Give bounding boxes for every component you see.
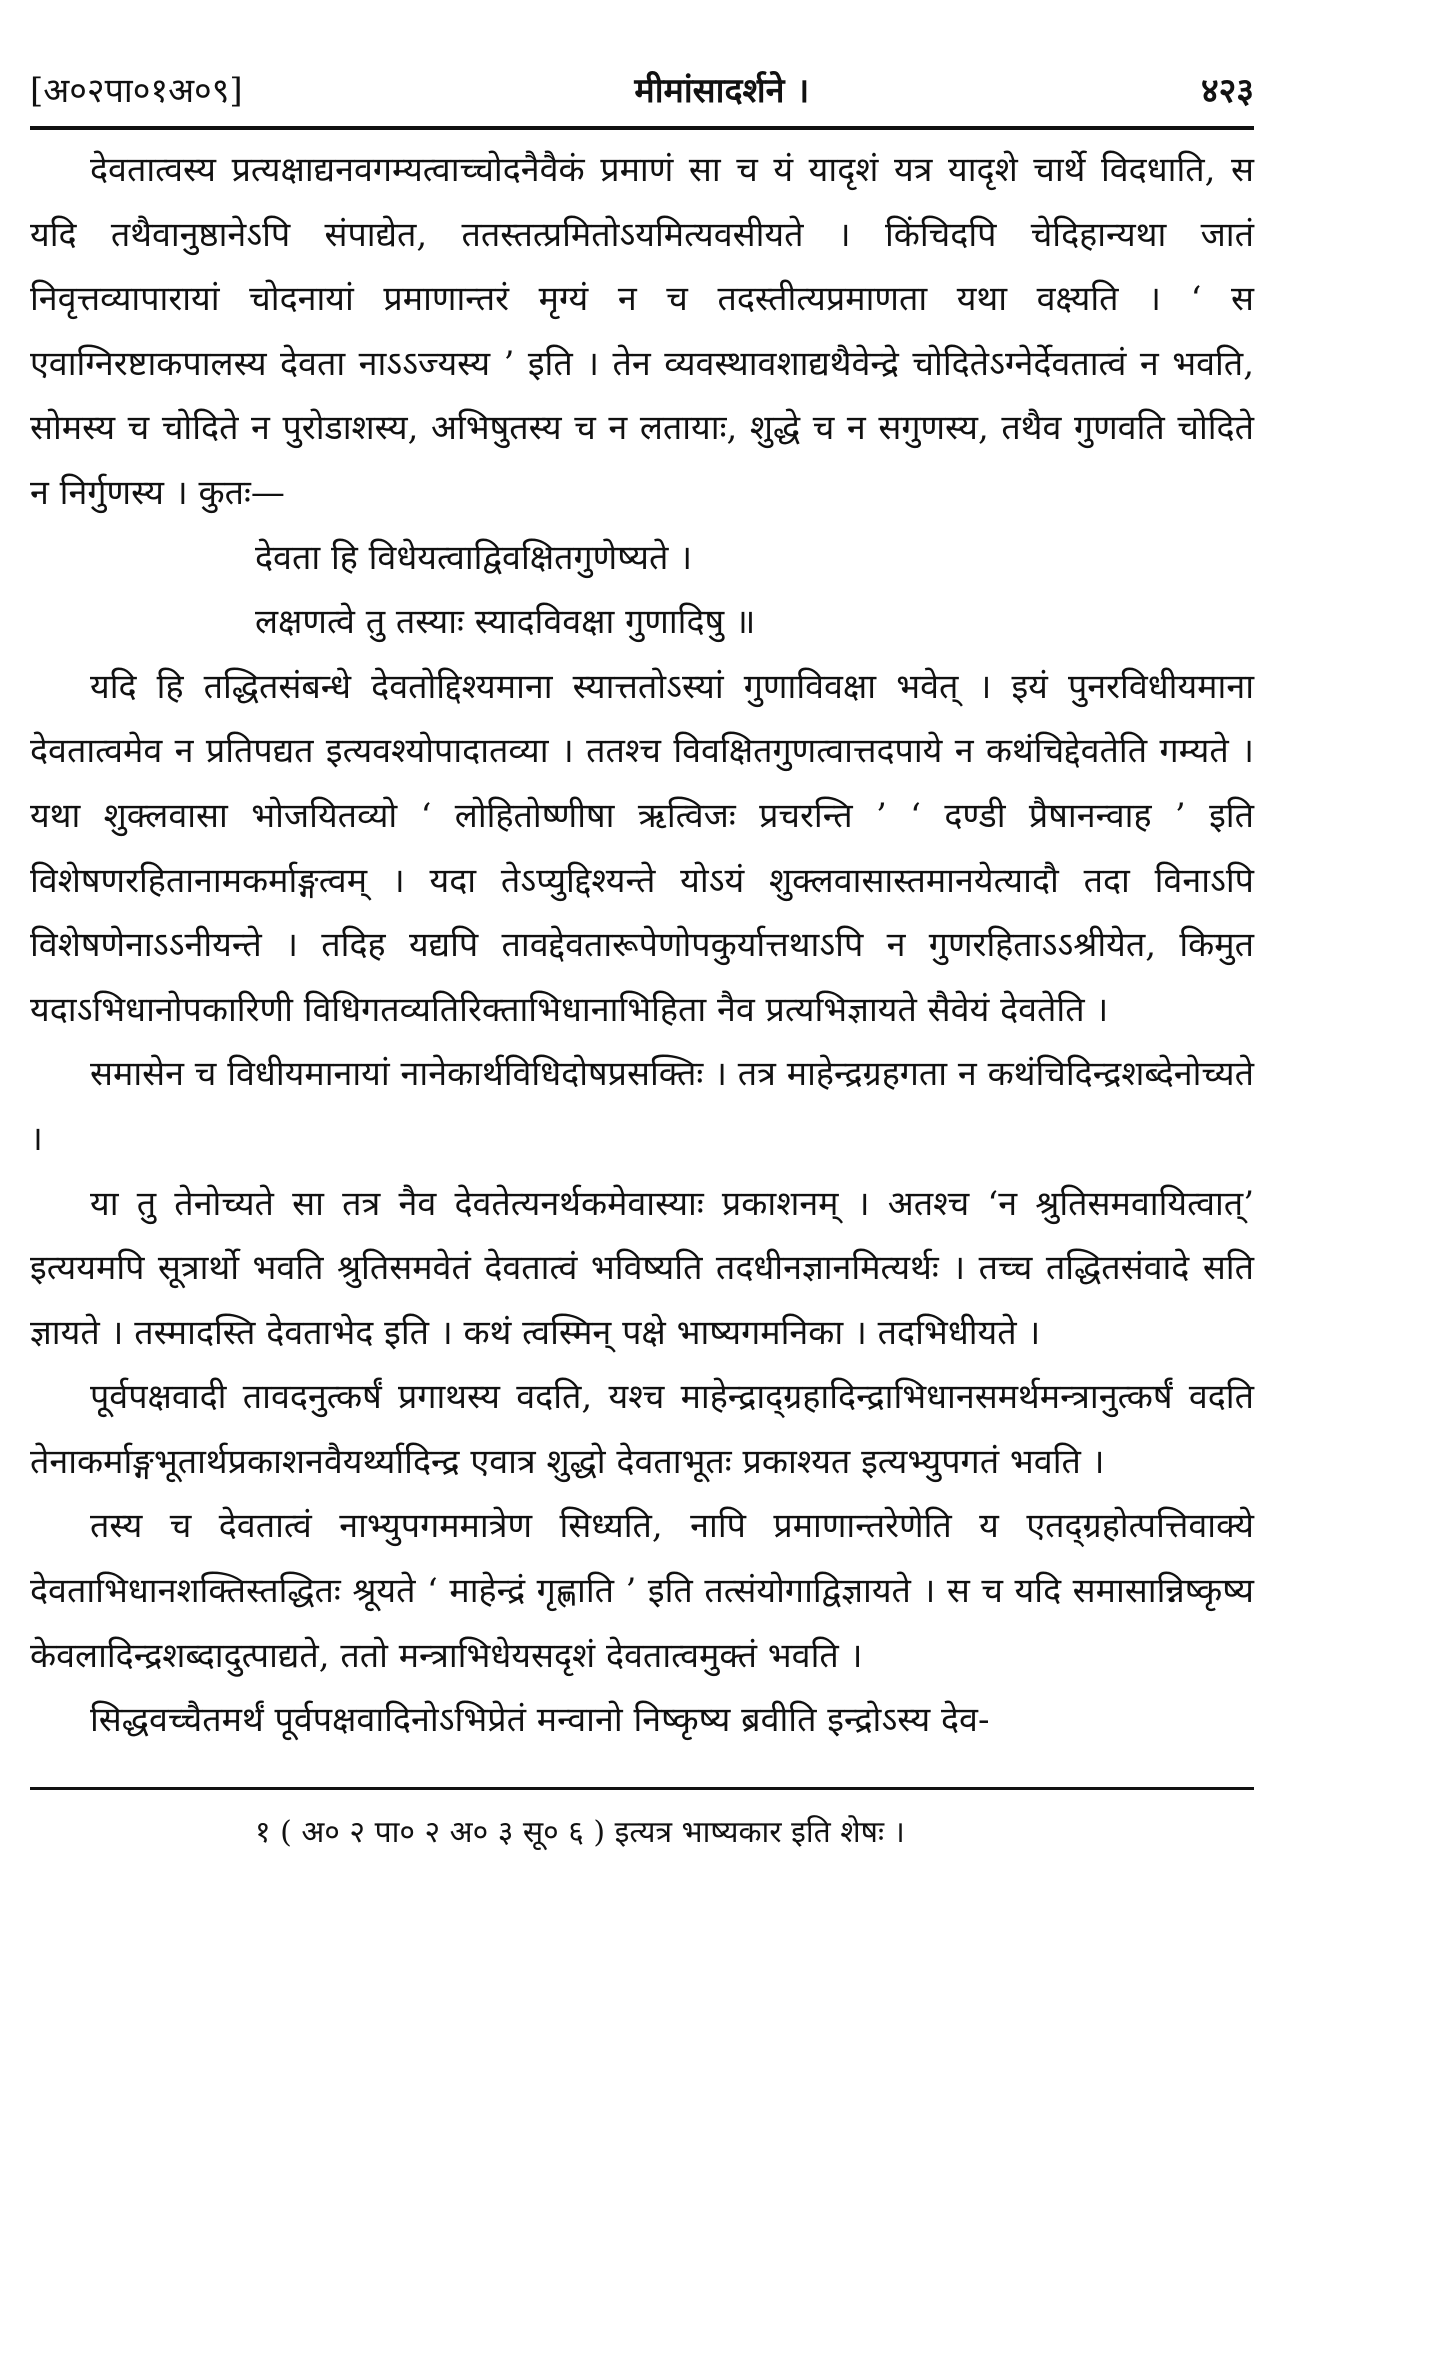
paragraph-7: सिद्धवच्चैतमर्थं पूर्वपक्षवादिनोऽभिप्रेतं मन्वानो निष्कृष्य ब्रवीति इन्द्रोऽस्य देव- [90, 1700, 990, 1741]
header-section-ref: [अ०२पा०१अ०९] [30, 71, 243, 111]
header-rule [30, 126, 1254, 130]
paragraph-4: या तु तेनोच्यते सा तत्र नैव देवतेत्यनर्थकमेवास्याः प्रकाशनम् । अतश्च ‘न श्रुतिसमवायित्वात्’ इत्ययमपि सूत्रार्थो भवति श्रुतिसमवेतं देवतात्वं भविष्यति तदधीनज्ञानमित्यर्थः । तच्च तद्धितसंवादे सति ज्ञायते । तस्मादस्ति देवताभेद इति । कथं त्वस्मिन् पक्षे भाष्यगमनिका । तदभिधीयते । [30, 1183, 1254, 1353]
body-text-continued [30, 655, 1254, 1753]
footnote: १ ( अ० २ पा० २ अ० ३ सू० ६ ) इत्यत्र भाष्यकार इति शेषः । [255, 1814, 905, 1850]
running-header [30, 40, 1254, 112]
footnote-rule [30, 1787, 1254, 1790]
header-title: मीमांसादर्शने । [634, 71, 810, 111]
verse-block [30, 526, 1254, 655]
paragraph-3: समासेन च विधीयमानायां नानेकार्थविधिदोषप्रसक्तिः । तत्र माहेन्द्रग्रहगता न कथंचिदिन्द्रशब्देनोच्यते । [30, 1054, 1254, 1159]
paragraph-2: यदि हि तद्धितसंबन्धे देवतोद्दिश्यमाना स्यात्ततोऽस्यां गुणाविवक्षा भवेत् । इयं पुनरविधीयमाना देवतात्वमेव न प्रतिपद्यत इत्यवश्योपादातव्या । ततश्च विवक्षितगुणत्वात्तदपाये न कथंचिद्देवतेति गम्यते । यथा शुक्लवासा भोजयितव्यो ‘ लोहितोष्णीषा ऋत्विजः प्रचरन्ति ’ ‘ दण्डी प्रैषानन्वाह ’ इति विशेषणरहितानामकर्माङ्गत्वम् । यदा तेऽप्युद्दिश्यन्ते योऽयं शुक्लवासास्तमानयेत्यादौ तदा विनाऽपि विशेषणेनाऽऽनीयन्ते । तदिह यद्यपि तावद्देवतारूपेणोपकुर्यात्तथाऽपि न गुणरहिताऽऽश्रीयेत, किमुत यदाऽभिधानोपकारिणी विधिगतव्यतिरिक्ताभिधानाभिहिता नैव प्रत्यभिज्ञायते सैवेयं देवतेति । [30, 666, 1254, 1030]
page-number: ४२३ [1200, 71, 1254, 111]
verse-line-2: लक्षणत्वे तु तस्याः स्यादविवक्षा गुणादिषु ॥ [255, 602, 756, 643]
paragraph-5: पूर्वपक्षवादी तावदनुत्कर्षं प्रगाथस्य वदति, यश्च माहेन्द्राद्ग्रहादिन्द्राभिधानसमर्थमन्त्रानुत्कर्षं वदति तेनाकर्माङ्गभूतार्थप्रकाशनवैयर्थ्यादिन्द्र एवात्र शुद्धो देवताभूतः प्रकाश्यत इत्यभ्युपगतं भवति । [30, 1377, 1254, 1482]
paragraph-1: देवतात्वस्य प्रत्यक्षाद्यनवगम्यत्वाच्चोदनैवैकं प्रमाणं सा च यं यादृशं यत्र यादृशे चार्थे विदधाति, स यदि तथैवानुष्ठानेऽपि संपाद्येत, ततस्तत्प्रमितोऽयमित्यवसीयते । किंचिदपि चेदिहान्यथा जातं निवृत्तव्यापारायां चोदनायां प्रमाणान्तरं मृग्यं न च तदस्तीत्यप्रमाणता यथा वक्ष्यति । ‘ स एवाग्निरष्टाकपालस्य देवता नाऽऽज्यस्य ’ इति । तेन व्यवस्थावशाद्यथैवेन्द्रे चोदितेऽग्नेर्देवतात्वं न भवति, सोमस्य च चोदिते न पुरोडाशस्य, अभिषुतस्य च न लतायाः, शुद्धे च न सगुणस्य, तथैव गुणवति चोदिते न निर्गुणस्य । कुतः— [30, 150, 1254, 513]
body-text [30, 138, 1254, 526]
verse-line-1: देवता हि विधेयत्वाद्विवक्षितगुणेष्यते । [255, 537, 693, 578]
paragraph-6: तस्य च देवतात्वं नाभ्युपगममात्रेण सिध्यति, नापि प्रमाणान्तरेणेति य एतद्ग्रहोत्पत्तिवाक्ये देवताभिधानशक्तिस्तद्धितः श्रूयते ‘ माहेन्द्रं गृह्णाति ’ इति तत्संयोगाद्विज्ञायते । स च यदि समासान्निष्कृष्य केवलादिन्द्रशब्दादुत्पाद्यते, ततो मन्त्राभिधेयसदृशं देवतात्वमुक्तं भवति । [30, 1506, 1254, 1676]
